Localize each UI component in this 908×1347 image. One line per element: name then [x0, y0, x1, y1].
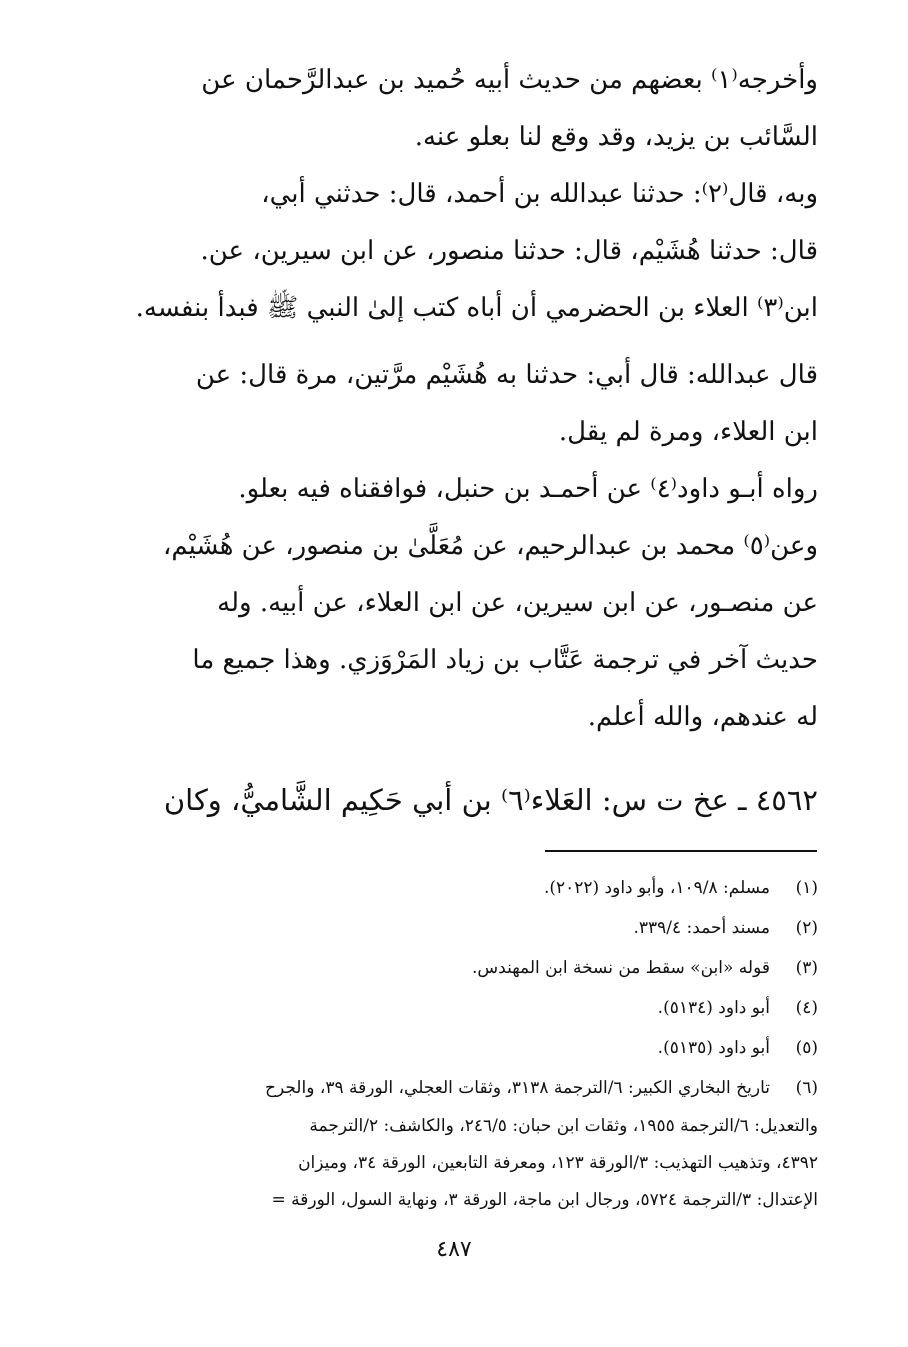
text-line: قال عبدالله: قال أبي: حدثنا به هُشَيْم مرَّتين، مرة قال: عن: [195, 360, 818, 390]
footnote-text: مسلم: ١٠٩/٨، وأبو داود (٢٠٢٢).: [543, 878, 770, 898]
footnote: [100, 908, 818, 948]
footnote-text: أبو داود (٥١٣٥).: [657, 1038, 770, 1058]
text-line: وعن⁽٥⁾ محمد بن عبدالرحيم، عن مُعَلَّىٰ بن منصور، عن هُشَيْم،: [162, 531, 818, 561]
footnote: [100, 868, 818, 908]
footnote-number: (٦): [795, 1078, 818, 1098]
footnote-number: (١): [795, 878, 818, 898]
main-text: [112, 52, 818, 746]
text-line: وأخرجه⁽١⁾ بعضهم من حديث أبيه حُميد بن عبدالرَّحمان عن: [201, 65, 818, 95]
text-line: له عندهم، والله أعلم.: [587, 702, 818, 732]
footnote-continuation: ٤٣٩٢، وتذهيب التهذيب: ٣/الورقة ١٢٣، ومعرفة التابعين، الورقة ٣٤، وميزان: [298, 1153, 818, 1173]
footnote: [100, 1068, 818, 1108]
text-line: عن منصـور، عن ابن سيرين، عن ابن العلاء، عن أبيه. وله: [217, 588, 818, 618]
footnote-text: قوله «ابن» سقط من نسخة ابن المهندس.: [471, 958, 770, 978]
text-line: ابن⁽٣⁾ العلاء بن الحضرمي أن أباه كتب إلىٰ النبي ﷺ فبدأ بنفسه.: [135, 293, 818, 323]
footnote: [100, 948, 818, 988]
footnote-number: (٤): [795, 998, 818, 1018]
footnote-text: مسند أحمد: ٣٣٩/٤.: [633, 918, 770, 938]
footnote-number: (٣): [795, 958, 818, 978]
footnote: [100, 988, 818, 1028]
page-number: ٤٨٧: [436, 1237, 472, 1262]
footnote-divider: [545, 850, 817, 852]
text-line: السَّائب بن يزيد، وقد وقع لنا بعلو عنه.: [414, 122, 818, 152]
text-line: قال: حدثنا هُشَيْم، قال: حدثنا منصور، عن ابن سيرين، عن.: [200, 236, 818, 266]
footnote-text: أبو داود (٥١٣٤).: [657, 998, 770, 1018]
footnote-continuation: والتعديل: ٦/الترجمة ١٩٥٥، وثقات ابن حبان: ٢٤٦/٥، والكاشف: ٢/الترجمة: [309, 1116, 818, 1136]
footnotes: [100, 868, 818, 1219]
text-line: حديث آخر في ترجمة عَتَّاب بن زياد المَرْوَزي. وهذا جميع ما: [192, 645, 818, 675]
paragraph-gap: [112, 337, 818, 347]
entry-heading: ٤٥٦٢ ـ عخ ت س: العَلاء⁽٦⁾ بن أبي حَكِيم الشَّاميُّ، وكان: [163, 783, 818, 817]
text-line: وبه، قال⁽٢⁾: حدثنا عبدالله بن أحمد، قال: حدثني أبي،: [261, 179, 818, 209]
text-line: ابن العلاء، ومرة لم يقل.: [558, 417, 818, 447]
footnote-text: تاريخ البخاري الكبير: ٦/الترجمة ٣١٣٨، وثقات العجلي، الورقة ٣٩، والجرح: [264, 1078, 770, 1098]
footnote-number: (٢): [795, 918, 818, 938]
footnote-continuation: الإعتدال: ٣/الترجمة ٥٧٢٤، ورجال ابن ماجة، الورقة ٣، ونهاية السول، الورقة =: [271, 1190, 818, 1210]
footnote-number: (٥): [795, 1038, 818, 1058]
text-line: رواه أبـو داود⁽٤⁾ عن أحمـد بن حنبل، فوافقناه فيه بعلو.: [238, 474, 818, 504]
footnote: [100, 1028, 818, 1068]
